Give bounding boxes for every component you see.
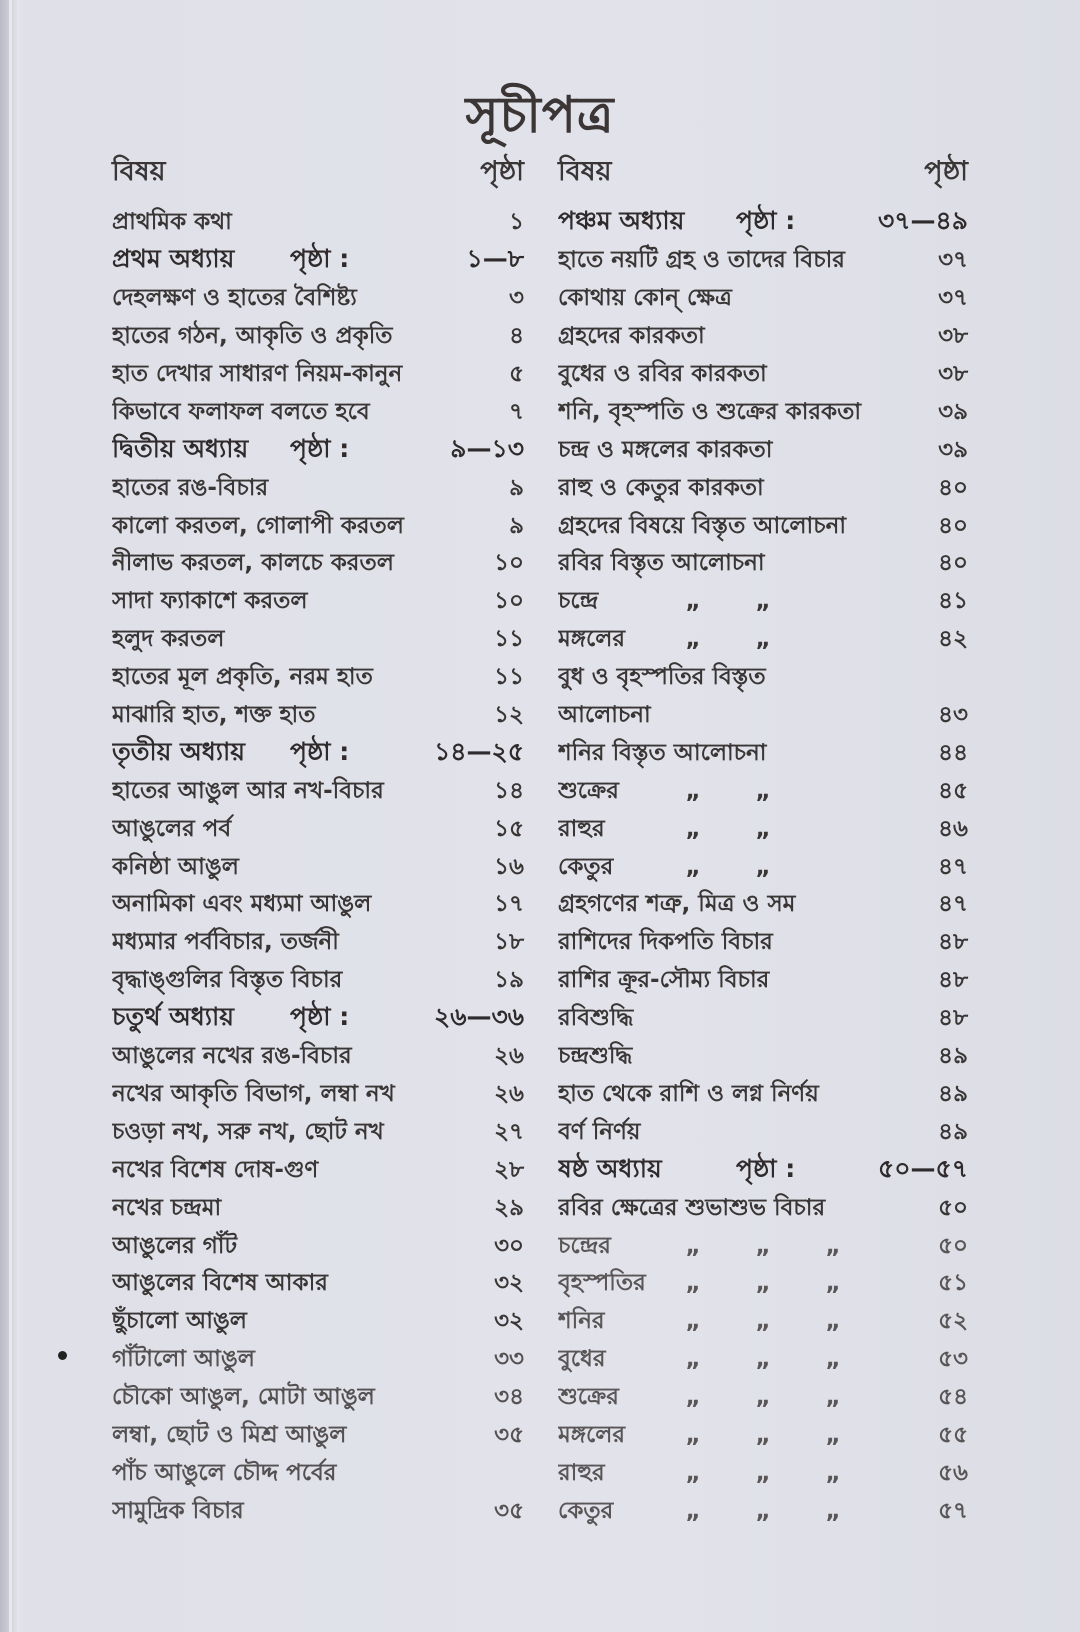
toc-entry (112, 545, 524, 583)
entry-title: চওড়া নখ, সরু নখ, ছোট নখ (112, 1118, 384, 1145)
chapter-name: পঞ্চম অধ্যায় (558, 206, 685, 236)
entry-title: নখের বিশেষ দোষ-গুণ (112, 1156, 319, 1183)
toc-entry (558, 507, 968, 545)
toc-entry (558, 1303, 968, 1341)
entry-title (558, 772, 934, 811)
toc-entry (112, 1038, 524, 1076)
page-number: ১২ (494, 702, 524, 729)
entry-title: রবির ক্ষেত্রের শুভাশুভ বিচার (558, 1194, 826, 1221)
entry-title: লম্বা, ছোট ও মিশ্র আঙুল (112, 1421, 347, 1448)
chapter-page-range: ১—৮ (466, 244, 524, 274)
page-number: ২৬ (494, 1080, 524, 1107)
entry-title: নখের চন্দ্রমা (112, 1194, 222, 1221)
toc-entry (112, 1113, 524, 1151)
toc-entry (558, 356, 968, 394)
entry-title: গাঁটালো আঙুল (112, 1346, 255, 1373)
page-number: ৩৮ (938, 323, 968, 350)
chapter-page-range: ৫০—৫৭ (878, 1153, 968, 1183)
entry-title: নীলাভ করতল, কালচে করতল (112, 550, 394, 577)
page-number: ৪৬ (938, 815, 968, 842)
entry-title: সাদা ফ্যাকাশে করতল (112, 588, 308, 615)
entry-title (558, 1454, 934, 1493)
page-number: ৩২ (494, 1270, 524, 1297)
toc-entry (112, 621, 524, 659)
entry-title: আঙুলের নখের রঙ-বিচার (112, 1043, 352, 1070)
page-number: ৪৪ (938, 739, 968, 766)
entry-title: রাশির ক্রূর-সৌম্য বিচার (558, 967, 770, 994)
entry-title: রাহু ও কেতুর কারকতা (558, 474, 764, 501)
chapter-page-range: ১৪—২৫ (434, 736, 524, 766)
page-number: ৩৯ (938, 436, 968, 463)
toc-entry (558, 962, 968, 1000)
entry-text: শুক্রের (558, 777, 619, 804)
toc-entry (558, 810, 968, 848)
chapter-title (112, 997, 434, 1040)
page-title: সূচীপত্র (465, 86, 615, 144)
page-number: ৩৩ (494, 1346, 524, 1373)
ditto-mark: „ (685, 815, 701, 842)
page-number: ৭ (509, 398, 524, 425)
column-header (558, 150, 968, 196)
page-number: ৩৭ (938, 247, 968, 274)
page-number: ১৭ (494, 891, 524, 918)
toc-entry (558, 1379, 968, 1417)
toc-entry (558, 469, 968, 507)
page-number: ৩৪ (494, 1384, 524, 1411)
ditto-mark: „ (825, 1497, 841, 1524)
toc-entry (112, 356, 524, 394)
toc-entry (112, 507, 524, 545)
toc-entry (558, 848, 968, 886)
entry-title: বর্ণ নির্ণয় (558, 1118, 641, 1145)
toc-entry (558, 583, 968, 621)
page-word: পৃষ্ঠা : (290, 433, 350, 463)
entry-title: রাশিদের দিকপতি বিচার (558, 929, 773, 956)
ditto-mark: „ (825, 1459, 841, 1486)
entry-title: সামুদ্রিক বিচার (112, 1497, 244, 1524)
entry-title: শনি, বৃহস্পতি ও শুক্রের কারকতা (558, 398, 862, 425)
page-number: ২৮ (494, 1156, 524, 1183)
entry-title: মাঝারি হাত, শক্ত হাত (112, 702, 316, 729)
toc-entry (558, 1189, 968, 1227)
entry-text: শুক্রের (558, 1384, 619, 1411)
page-number: ৫৩ (938, 1346, 968, 1373)
page-number: ৫৬ (938, 1459, 968, 1486)
page-number: ৫২ (938, 1308, 968, 1335)
entry-title: কিভাবে ফলাফল বলতে হবে (112, 398, 370, 425)
entry-text: চন্দ্রে (558, 588, 599, 615)
chapter-page-range: ৩৭—৪৯ (878, 206, 968, 236)
entry-text: চন্দ্রের (558, 1232, 611, 1259)
contents-column-left (112, 150, 524, 1530)
page-number: ৫০ (938, 1232, 968, 1259)
entry-text: বৃহস্পতির (558, 1270, 646, 1297)
toc-entry (112, 810, 524, 848)
entry-title: শনির বিস্তৃত আলোচনা (558, 739, 767, 766)
page-number: ৪৯ (938, 1080, 968, 1107)
page-number: ৫ (509, 361, 524, 388)
toc-entry (558, 1417, 968, 1455)
entry-title: আঙুলের পর্ব (112, 815, 232, 842)
entry-title: প্রাথমিক কথা (112, 209, 232, 236)
ditto-mark: „ (685, 1497, 701, 1524)
entry-title: অনামিকা এবং মধ্যমা আঙুল (112, 891, 372, 918)
entry-title: চৌকো আঙুল, মোটা আঙুল (112, 1384, 375, 1411)
toc-entry (112, 204, 524, 242)
chapter-heading-row (558, 1151, 968, 1189)
chapter-name: চতুর্থ অধ্যায় (112, 1002, 235, 1032)
entry-text: কেতুর (558, 1497, 614, 1524)
entry-title (558, 1340, 934, 1379)
ditto-mark: „ (755, 815, 771, 842)
entry-title: রবির বিস্তৃত আলোচনা (558, 550, 765, 577)
chapter-heading-row (112, 734, 524, 772)
page-word: পৃষ্ঠা : (290, 736, 350, 766)
entry-title (558, 848, 934, 887)
ditto-mark: „ (825, 1346, 841, 1373)
toc-entry (558, 280, 968, 318)
page-number: ৩৭ (938, 285, 968, 312)
toc-entry (112, 924, 524, 962)
page-number: ৪২ (938, 626, 968, 653)
ditto-mark: „ (685, 777, 701, 804)
ditto-mark: „ (825, 1232, 841, 1259)
page-number: ৯ (509, 512, 524, 539)
ditto-mark: „ (825, 1384, 841, 1411)
chapter-name: ষষ্ঠ অধ্যায় (558, 1153, 662, 1183)
entry-title: কনিষ্ঠা আঙুল (112, 853, 239, 880)
page-number: ১৬ (494, 853, 524, 880)
entry-title: হাতের রঙ-বিচার (112, 474, 269, 501)
ditto-mark: „ (755, 777, 771, 804)
page-number: ৫৭ (938, 1497, 968, 1524)
entry-title: গ্রহদের কারকতা (558, 323, 705, 350)
entry-text: কেতুর (558, 853, 614, 880)
toc-entry (112, 848, 524, 886)
page-word: পৃষ্ঠা : (290, 244, 350, 274)
page-number: ১৫ (494, 815, 524, 842)
chapter-title (558, 1149, 878, 1192)
entry-text: শনির (558, 1308, 605, 1335)
toc-entry (558, 393, 968, 431)
entry-title (558, 1264, 934, 1303)
chapter-heading-row (112, 431, 524, 469)
toc-entry (558, 545, 968, 583)
ditto-mark: „ (755, 626, 771, 653)
page-number: ২৬ (494, 1043, 524, 1070)
toc-entry (112, 1265, 524, 1303)
toc-entry (558, 886, 968, 924)
toc-entry (112, 1341, 524, 1379)
ditto-mark: „ (825, 1308, 841, 1335)
ditto-mark: „ (755, 588, 771, 615)
toc-entry (558, 659, 968, 697)
toc-entry (112, 280, 524, 318)
page-number: ৩২ (494, 1308, 524, 1335)
page-number: ২৭ (494, 1118, 524, 1145)
ditto-mark: „ (755, 1421, 771, 1448)
toc-entry (558, 772, 968, 810)
ditto-mark: „ (685, 1232, 701, 1259)
entry-title (558, 1416, 934, 1455)
page-number: ১০ (494, 588, 524, 615)
page-number: ৪৭ (938, 853, 968, 880)
entry-title: বুধের ও রবির কারকতা (558, 361, 767, 388)
entry-title: মধ্যমার পর্ববিচার, তর্জনী (112, 929, 339, 956)
entry-title: গ্রহদের বিষয়ে বিস্তৃত আলোচনা (558, 512, 847, 539)
chapter-heading-row (558, 204, 968, 242)
toc-entry (112, 1417, 524, 1455)
ditto-mark: „ (685, 1421, 701, 1448)
page-number: ৪৮ (938, 929, 968, 956)
entry-title (558, 582, 934, 621)
entry-title: চন্দ্রশুদ্ধি (558, 1043, 633, 1070)
entry-title: চন্দ্র ও মঙ্গলের কারকতা (558, 436, 773, 463)
chapter-page-range: ২৬—৩৬ (433, 1002, 524, 1032)
page-number: ৫০ (938, 1194, 968, 1221)
page-number: ১১ (494, 626, 524, 653)
page-number: ৫৪ (938, 1384, 968, 1411)
entry-title: বুধ ও বৃহস্পতির বিস্তৃত (558, 664, 766, 691)
entry-title: রবিশুদ্ধি (558, 1005, 634, 1032)
ditto-mark: „ (755, 1384, 771, 1411)
ditto-mark: „ (755, 1308, 771, 1335)
ditto-mark: „ (685, 588, 701, 615)
page-number: ৪০ (938, 512, 968, 539)
toc-entry (558, 1341, 968, 1379)
entry-title (558, 620, 934, 659)
page-number: ৪৫ (938, 777, 968, 804)
page-number: ৪০ (938, 474, 968, 501)
toc-entry (558, 242, 968, 280)
ditto-mark: „ (755, 1270, 771, 1297)
page-number: ২৯ (494, 1194, 524, 1221)
page-number: ৫৫ (938, 1421, 968, 1448)
entry-title: হলুদ করতল (112, 626, 225, 653)
contents-list (558, 204, 968, 1530)
ditto-mark: „ (685, 1308, 701, 1335)
contents-list (112, 204, 524, 1530)
page-number: ৩০ (494, 1232, 524, 1259)
entry-text: মঙ্গলের (558, 626, 626, 653)
page-number: ৩৮ (938, 361, 968, 388)
entry-title: আলোচনা (558, 702, 651, 729)
page-number: ৪০ (938, 550, 968, 577)
page-number: ৩৫ (494, 1497, 524, 1524)
chapter-name: দ্বিতীয় অধ্যায় (112, 433, 249, 463)
entry-title (558, 810, 934, 849)
ditto-mark: „ (755, 1459, 771, 1486)
subject-heading: বিষয় (112, 156, 166, 187)
toc-entry (112, 1075, 524, 1113)
page-number: ১ (509, 209, 524, 236)
entry-title: গ্রহগণের শত্রু, মিত্র ও সম (558, 891, 796, 918)
toc-entry (558, 1075, 968, 1113)
page-number: ১৪ (494, 777, 524, 804)
chapter-page-range: ৯—১৩ (450, 433, 524, 463)
page-number: ৪ (509, 323, 524, 350)
chapter-title (558, 201, 878, 244)
page-number: ১৮ (494, 929, 524, 956)
toc-entry (112, 1454, 524, 1492)
entry-title: হাত দেখার সাধারণ নিয়ম-কানুন (112, 361, 403, 388)
ditto-mark: „ (685, 626, 701, 653)
toc-entry (558, 1227, 968, 1265)
ditto-mark: „ (755, 1497, 771, 1524)
toc-entry (112, 1303, 524, 1341)
toc-entry (558, 621, 968, 659)
ditto-mark: „ (825, 1421, 841, 1448)
toc-entry (112, 1151, 524, 1189)
entry-title: কালো করতল, গোলাপী করতল (112, 512, 404, 539)
page-number: ৪৯ (938, 1118, 968, 1145)
entry-title (558, 1378, 934, 1417)
ditto-mark: „ (685, 1346, 701, 1373)
page-heading: পৃষ্ঠা (480, 156, 524, 187)
chapter-title (112, 239, 467, 282)
page-number: ৫১ (938, 1270, 968, 1297)
toc-entry (558, 431, 968, 469)
entry-title: হাতে নয়টি গ্রহ ও তাদের বিচার (558, 247, 845, 274)
page-number: ৪৮ (938, 1005, 968, 1032)
toc-entry (112, 772, 524, 810)
toc-entry (112, 1189, 524, 1227)
toc-entry (558, 734, 968, 772)
entry-title: হাতের গঠন, আকৃতি ও প্রকৃতি (112, 323, 393, 350)
toc-entry (558, 1038, 968, 1076)
ditto-mark: „ (755, 1346, 771, 1373)
entry-text: রাহুর (558, 1459, 605, 1486)
page-word: পৃষ্ঠা : (290, 1002, 350, 1032)
chapter-title (112, 429, 450, 472)
ditto-mark: „ (755, 853, 771, 880)
chapter-heading-row (112, 1000, 524, 1038)
toc-entry (558, 1113, 968, 1151)
page-number: ১০ (494, 550, 524, 577)
entry-title: পাঁচ আঙুলে চৌদ্দ পর্বের (112, 1459, 337, 1486)
chapter-name: তৃতীয় অধ্যায় (112, 736, 245, 766)
entry-title: আঙুলের গাঁট (112, 1232, 238, 1259)
ditto-mark: „ (685, 1459, 701, 1486)
entry-title (558, 1302, 934, 1341)
ditto-mark: „ (755, 1232, 771, 1259)
ditto-mark: „ (685, 853, 701, 880)
page-number: ৯ (509, 474, 524, 501)
page-number: ৪৭ (938, 891, 968, 918)
page-number: ৪১ (938, 588, 968, 615)
page-number: ৪৮ (938, 967, 968, 994)
page-number: ৩ (509, 285, 524, 312)
ink-dot (58, 1351, 67, 1360)
entry-title: নখের আকৃতি বিভাগ, লম্বা নখ (112, 1080, 395, 1107)
contents-column-right (558, 150, 968, 1530)
toc-entry (112, 469, 524, 507)
entry-text: মঙ্গলের (558, 1421, 626, 1448)
toc-entry (558, 1000, 968, 1038)
page-number: ১৯ (494, 967, 524, 994)
page-word: পৃষ্ঠা : (736, 1153, 796, 1183)
entry-title: আঙুলের বিশেষ আকার (112, 1270, 328, 1297)
page-number: ৩৫ (494, 1421, 524, 1448)
toc-entry (558, 1265, 968, 1303)
entry-title: হাতের আঙুল আর নখ-বিচার (112, 777, 384, 804)
subject-heading: বিষয় (558, 156, 612, 187)
toc-entry (112, 393, 524, 431)
toc-entry (112, 1227, 524, 1265)
page-heading: পৃষ্ঠা (924, 156, 968, 187)
toc-entry (112, 1492, 524, 1530)
page-number: ৪৩ (938, 702, 968, 729)
toc-entry (112, 886, 524, 924)
chapter-title (112, 732, 434, 775)
entry-title: হাতের মূল প্রকৃতি, নরম হাত (112, 664, 373, 691)
entry-title (558, 1227, 934, 1266)
page-number: ৪৯ (938, 1043, 968, 1070)
toc-entry (112, 659, 524, 697)
entry-title (558, 1492, 934, 1531)
page-word: পৃষ্ঠা : (736, 206, 796, 236)
column-header (112, 150, 524, 196)
page-number: ১১ (494, 664, 524, 691)
entry-title: ছুঁচালো আঙুল (112, 1308, 247, 1335)
toc-entry (558, 697, 968, 735)
toc-entry (112, 583, 524, 621)
toc-entry (558, 1492, 968, 1530)
toc-entry (112, 1379, 524, 1417)
toc-entry (558, 1454, 968, 1492)
toc-entry (558, 318, 968, 356)
entry-text: বুধের (558, 1346, 606, 1373)
ditto-mark: „ (685, 1270, 701, 1297)
entry-text: রাহুর (558, 815, 605, 842)
page-number: ৩৯ (938, 398, 968, 425)
toc-entry (558, 924, 968, 962)
entry-title: কোথায় কোন্ ক্ষেত্র (558, 285, 732, 312)
chapter-name: প্রথম অধ্যায় (112, 244, 235, 274)
toc-entry (112, 962, 524, 1000)
chapter-heading-row (112, 242, 524, 280)
toc-entry (112, 318, 524, 356)
entry-title: দেহলক্ষণ ও হাতের বৈশিষ্ট্য (112, 285, 357, 312)
ditto-mark: „ (685, 1384, 701, 1411)
ditto-mark: „ (825, 1270, 841, 1297)
entry-title: বৃদ্ধাঙ্গুলির বিস্তৃত বিচার (112, 967, 343, 994)
toc-entry (112, 697, 524, 735)
page-edge (9, 0, 12, 1632)
entry-title: হাত থেকে রাশি ও লগ্ন নির্ণয় (558, 1080, 819, 1107)
